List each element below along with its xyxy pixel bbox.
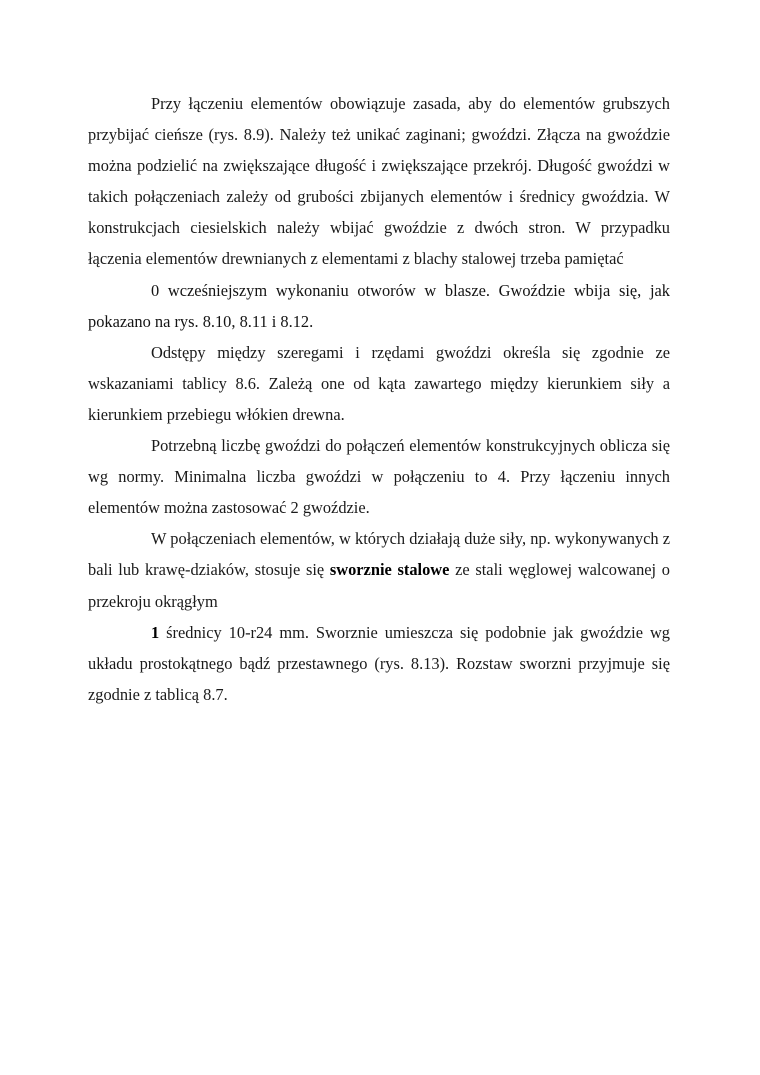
paragraph-nail-count: Potrzebną liczbę gwoździ do połączeń elementów konstrukcyjnych oblicza się wg normy. Minimalna liczba gwoździ w połączeniu to 4. Przy łączeniu innych elementów można zastosować 2 gwoździe. — [88, 436, 670, 518]
paragraph-bolt-diameter — [88, 617, 670, 710]
paragraph-nail-spacing-text: Odstępy między szeregami i rzędami gwoździ określa się zgodnie ze wskazaniami tablicy 8.6. Zależą one od kąta zawartego między kierunkiem siły a kierunkiem przebiegu włókien drewna. — [88, 342, 670, 424]
steel-bolts-intro: W połączeniach elementów, w których działają duże siły, np. wykonywanych z bali lub krawę-dziaków, stosuje się — [88, 529, 670, 580]
paragraph-steel-bolts — [88, 523, 670, 616]
paragraph-nail-spacing — [88, 337, 670, 430]
paragraph-joining-rules: Przy łączeniu elementów obowiązuje zasada, aby do elementów grubszych przybijać cieńsze (rys. 8.9). Należy też unikać zaginani; gwoździ. Złącza na gwoździe można podzielić na zwiększające długość i zwiększające przekrój. Długość gwoździ w takich połączeniach zależy od grubości zbijanych elementów i średnicy gwoździa. W konstrukcjach ciesielskich należy wbijać gwoździe z dwóch stron. W przypadku łączenia elementów drewnianych z elementami z blachy stalowej trzeba pamiętać — [88, 94, 670, 269]
bolt-diameter-text: średnicy 10-r24 mm. Sworznie umieszcza się podobnie jak gwoździe wg układu prostokątnego bądź przestawnego (rys. 8.13). Rozstaw sworzni przyjmuje się zgodnie z tablicą 8.7. — [88, 622, 670, 704]
steel-bolts-term: sworznie stalowe — [329, 560, 450, 580]
steel-bolts-rest: ze stali węglowej walcowanej o przekroju okrągłym — [88, 560, 670, 611]
bolt-diameter-lead: 1 — [151, 622, 160, 642]
paragraph-holes-in-sheet: 0 wcześniejszym wykonaniu otworów w blaszе. Gwoździe wbija się, jak pokazano na rys. 8.10, 8.11 i 8.12. — [88, 280, 670, 331]
body-text — [88, 88, 670, 710]
